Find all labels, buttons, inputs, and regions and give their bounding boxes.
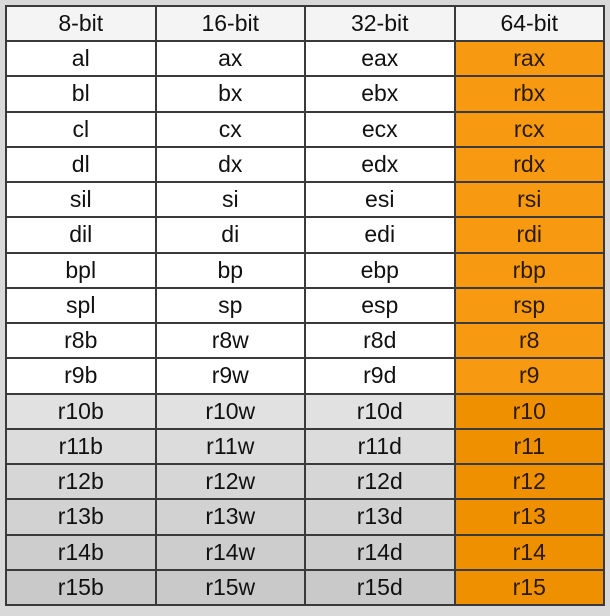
cell-8bit: al — [6, 41, 156, 76]
cell-16bit: cx — [156, 112, 306, 147]
cell-64bit: r11 — [455, 429, 605, 464]
cell-32bit: r15d — [305, 570, 455, 605]
table-row — [6, 464, 604, 499]
table-row — [6, 358, 604, 393]
register-table-container — [5, 5, 605, 606]
cell-64bit: rbp — [455, 253, 605, 288]
cell-32bit: r8d — [305, 323, 455, 358]
header-row — [6, 6, 604, 41]
header-8bit: 8-bit — [6, 6, 156, 41]
cell-16bit: r10w — [156, 394, 306, 429]
cell-64bit: rdi — [455, 217, 605, 252]
table-row — [6, 394, 604, 429]
cell-32bit: ebx — [305, 76, 455, 111]
cell-16bit: r8w — [156, 323, 306, 358]
register-table — [5, 5, 605, 606]
cell-64bit: rcx — [455, 112, 605, 147]
cell-16bit: r13w — [156, 499, 306, 534]
cell-16bit: ax — [156, 41, 306, 76]
table-row — [6, 323, 604, 358]
cell-8bit: spl — [6, 288, 156, 323]
cell-64bit: r9 — [455, 358, 605, 393]
cell-64bit: rdx — [455, 147, 605, 182]
cell-8bit: r14b — [6, 535, 156, 570]
cell-8bit: r13b — [6, 499, 156, 534]
table-row — [6, 76, 604, 111]
cell-16bit: sp — [156, 288, 306, 323]
cell-32bit: r13d — [305, 499, 455, 534]
cell-64bit: r14 — [455, 535, 605, 570]
cell-64bit: r12 — [455, 464, 605, 499]
cell-64bit: r13 — [455, 499, 605, 534]
table-row — [6, 41, 604, 76]
cell-32bit: edx — [305, 147, 455, 182]
cell-8bit: bpl — [6, 253, 156, 288]
cell-8bit: r15b — [6, 570, 156, 605]
cell-8bit: dl — [6, 147, 156, 182]
cell-16bit: r11w — [156, 429, 306, 464]
cell-8bit: r10b — [6, 394, 156, 429]
cell-64bit: r8 — [455, 323, 605, 358]
cell-8bit: r9b — [6, 358, 156, 393]
cell-16bit: si — [156, 182, 306, 217]
cell-8bit: r11b — [6, 429, 156, 464]
cell-64bit: rbx — [455, 76, 605, 111]
header-16bit: 16-bit — [156, 6, 306, 41]
cell-32bit: r12d — [305, 464, 455, 499]
cell-16bit: r15w — [156, 570, 306, 605]
cell-32bit: r10d — [305, 394, 455, 429]
cell-16bit: di — [156, 217, 306, 252]
table-row — [6, 253, 604, 288]
cell-8bit: dil — [6, 217, 156, 252]
table-row — [6, 112, 604, 147]
table-row — [6, 429, 604, 464]
table-row — [6, 182, 604, 217]
cell-8bit: sil — [6, 182, 156, 217]
header-64bit: 64-bit — [455, 6, 605, 41]
cell-64bit: rax — [455, 41, 605, 76]
cell-8bit: r12b — [6, 464, 156, 499]
table-row — [6, 147, 604, 182]
cell-16bit: dx — [156, 147, 306, 182]
cell-8bit: cl — [6, 112, 156, 147]
cell-64bit: r10 — [455, 394, 605, 429]
table-row — [6, 288, 604, 323]
cell-32bit: r9d — [305, 358, 455, 393]
cell-64bit: rsi — [455, 182, 605, 217]
cell-8bit: bl — [6, 76, 156, 111]
table-row — [6, 535, 604, 570]
cell-32bit: esp — [305, 288, 455, 323]
cell-32bit: r11d — [305, 429, 455, 464]
cell-16bit: r14w — [156, 535, 306, 570]
cell-32bit: eax — [305, 41, 455, 76]
cell-32bit: ecx — [305, 112, 455, 147]
table-row — [6, 217, 604, 252]
cell-32bit: ebp — [305, 253, 455, 288]
cell-8bit: r8b — [6, 323, 156, 358]
cell-64bit: r15 — [455, 570, 605, 605]
header-32bit: 32-bit — [305, 6, 455, 41]
cell-32bit: r14d — [305, 535, 455, 570]
cell-32bit: edi — [305, 217, 455, 252]
cell-32bit: esi — [305, 182, 455, 217]
cell-16bit: bp — [156, 253, 306, 288]
cell-16bit: r9w — [156, 358, 306, 393]
cell-16bit: bx — [156, 76, 306, 111]
table-row — [6, 499, 604, 534]
cell-16bit: r12w — [156, 464, 306, 499]
cell-64bit: rsp — [455, 288, 605, 323]
table-row — [6, 570, 604, 605]
